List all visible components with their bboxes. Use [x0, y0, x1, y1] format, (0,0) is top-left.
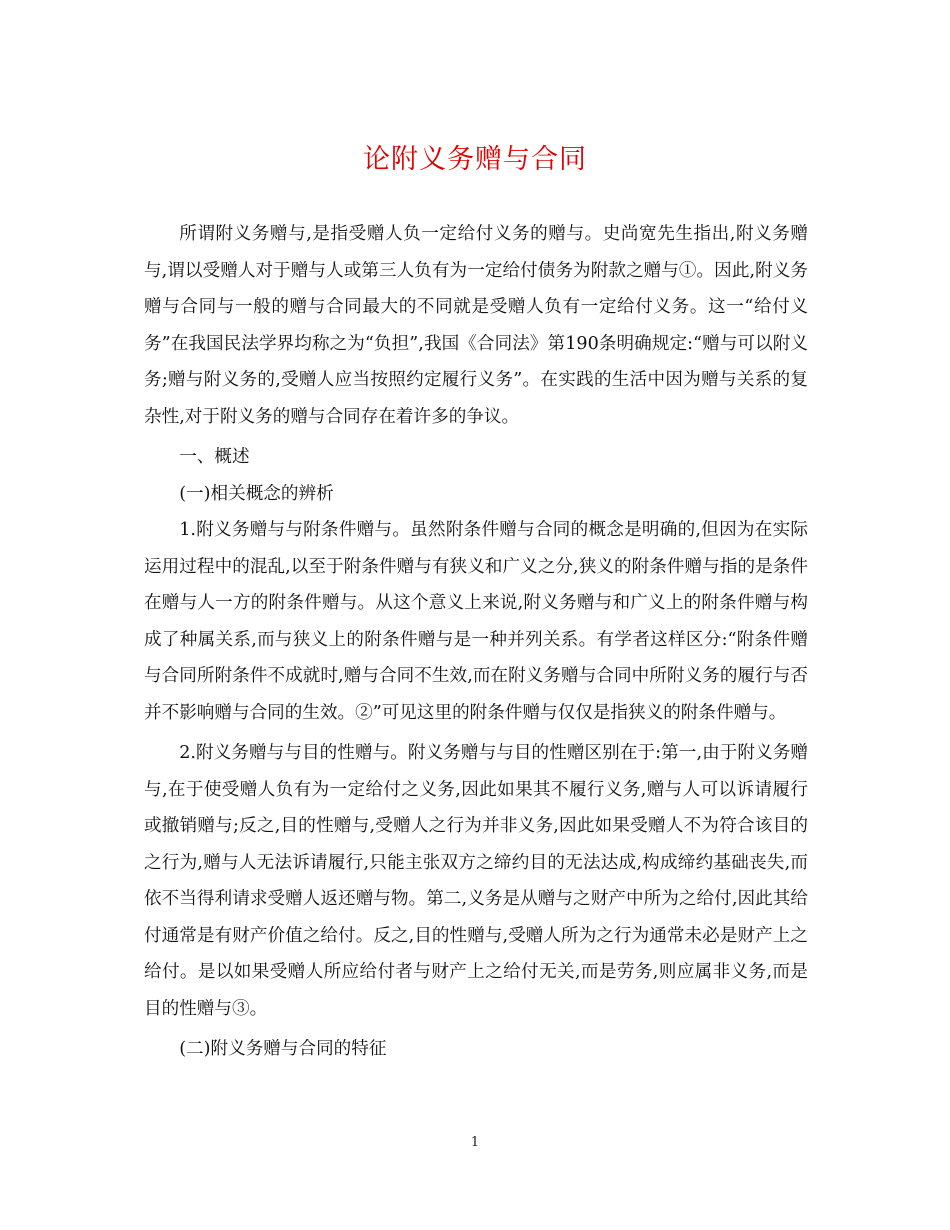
document-title: 论附义务赠与合同	[363, 144, 587, 175]
subsection-heading-features: (二)附义务赠与合同的特征	[179, 1039, 387, 1059]
paragraph-conditional-gift: 1.附义务赠与与附条件赠与。虽然附条件赠与合同的概念是明确的,但因为在实际运用过程中的混乱,以至于附条件赠与有狭义和广义之分,狭义的附条件赠与指的是条件在赠与人一方的附条件赠与。从这个意义上来说,附义务赠与和广义上的附条件赠与构成了种属关系,而与狭义上的附条件赠与是一种并列关系。有学者这样区分:“附条件赠与合同所附条件不成就时,赠与合同不生效,而在附义务赠与合同中所附义务的履行与否并不影响赠与合同的生效。②”可见这里的附条件赠与仅仅是指狭义的附条件赠与。	[144, 520, 808, 723]
subsection-heading-concepts: (一)相关概念的辨析	[179, 483, 334, 504]
page-number: 1	[470, 1135, 480, 1150]
section-heading-overview: 一、概述	[179, 447, 250, 467]
paragraph-intro: 所谓附义务赠与,是指受赠人负一定给付义务的赠与。史尚宽先生指出,附义务赠与,谓以受赠人对于赠与人或第三人负有为一定给付债务为附款之赠与①。因此,附义务赠与合同与一般的赠与合同最大的不同就是受赠人负有一定给付义务。这一“给付义务”在我国民法学界均称之为“负担”,我国《合同法》第190条明确规定:“赠与可以附义务;赠与附义务的,受赠人应当按照约定履行义务”。在实践的生活中因为赠与关系的复杂性,对于附义务的赠与合同存在着许多的争议。	[144, 224, 808, 427]
document-body	[144, 216, 808, 1068]
paragraph-purpose-gift: 2.附义务赠与与目的性赠与。附义务赠与与目的性赠区别在于:第一,由于附义务赠与,在于使受赠人负有为一定给付之义务,因此如果其不履行义务,赠与人可以诉请履行或撤销赠与;反之,目的性赠与,受赠人之行为并非义务,因此如果受赠人不为符合该目的之行为,赠与人无法诉请履行,只能主张双方之缔约目的无法达成,构成缔约基础丧失,而依不当得利请求受赠人返还赠与物。第二,义务是从赠与之财产中所为之给付,因此其给付通常是有财产价值之给付。反之,目的性赠与,受赠人所为之行为通常未必是财产上之给付。是以如果受赠人所应给付者与财产上之给付无关,而是劳务,则应属非义务,而是目的性赠与③。	[144, 743, 808, 1019]
